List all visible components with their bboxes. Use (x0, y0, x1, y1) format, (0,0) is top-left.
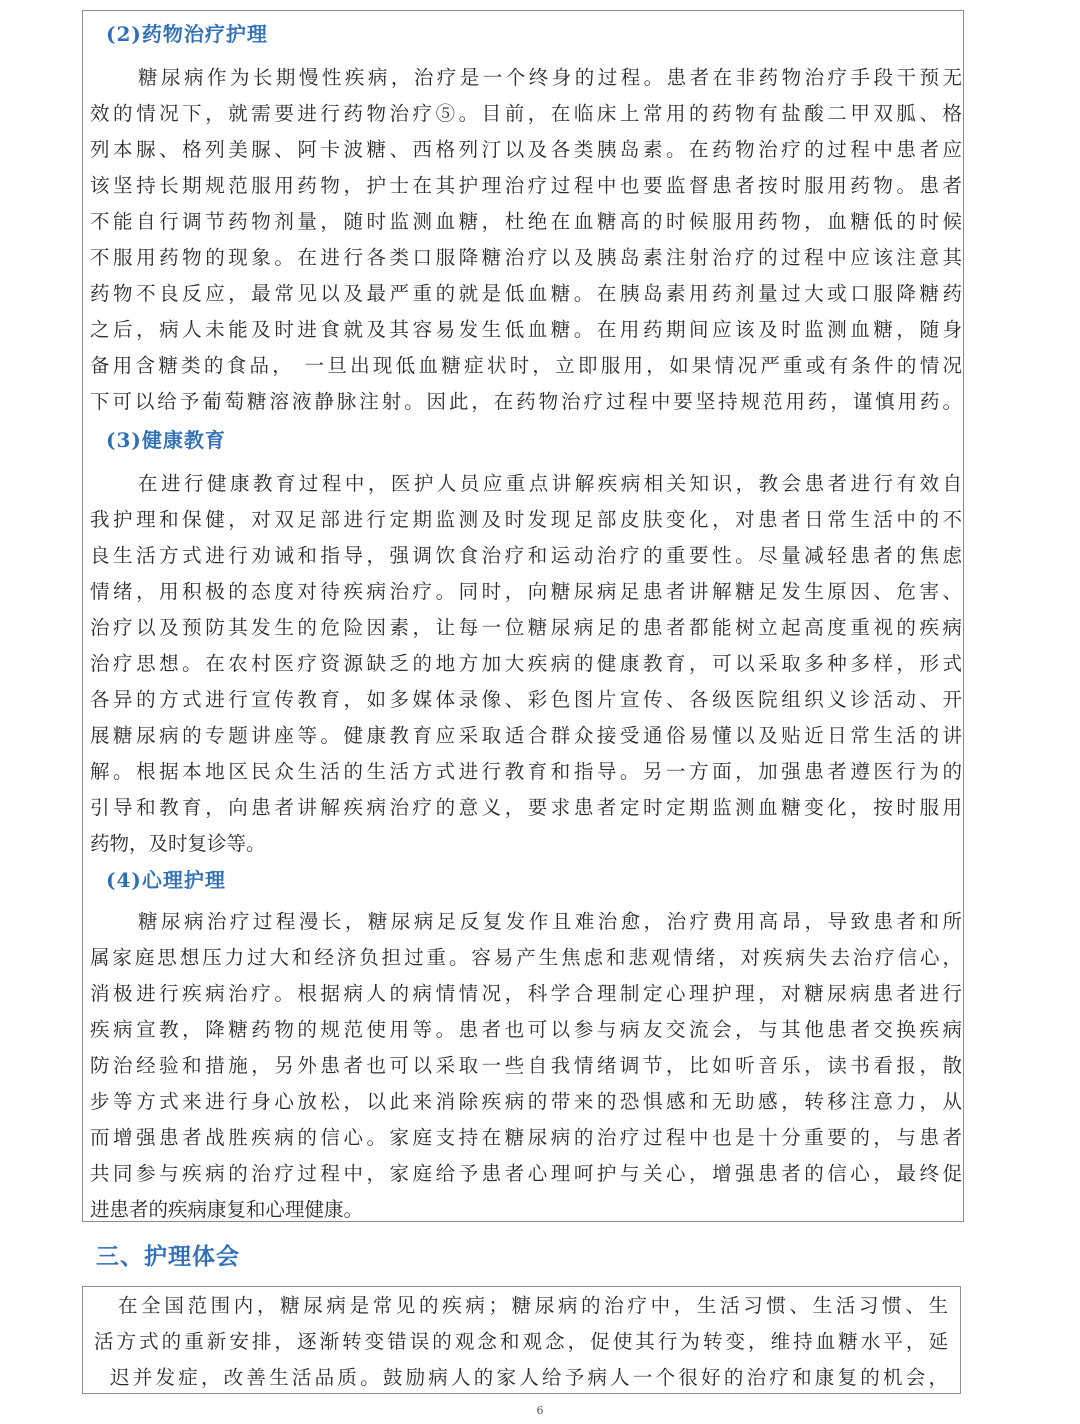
text-line: 活方式的重新安排，逐渐转变错误的观念和观念，促使其行为转变，维持血糖水平，延 (94, 1330, 948, 1353)
text-line: 效的情况下，就需要进行药物治疗⑤。目前，在临床上常用的药物有盐酸二甲双胍、格 (90, 102, 962, 125)
text-line: 糖尿病作为长期慢性疾病，治疗是一个终身的过程。患者在非药物治疗手段干预无 (138, 66, 962, 89)
text-line: 在全国范围内，糖尿病是常见的疾病；糖尿病的治疗中，生活习惯、生活习惯、生 (118, 1294, 948, 1317)
text-line: 各异的方式进行宣传教育，如多媒体录像、彩色图片宣传、各级医院组织义诊活动、开 (90, 688, 962, 711)
text-line: 药物不良反应，最常见以及最严重的就是低血糖。在胰岛素用药剂量过大或口服降糖药 (90, 282, 962, 305)
text-line: 而增强患者战胜疾病的信心。家庭支持在糖尿病的治疗过程中也是十分重要的，与患者 (90, 1126, 962, 1149)
text-line: 治疗思想。在农村医疗资源缺乏的地方加大疾病的健康教育，可以采取多种多样，形式 (90, 652, 962, 675)
text-line: 步等方式来进行身心放松，以此来消除疾病的带来的恐惧感和无助感，转移注意力，从 (90, 1090, 962, 1113)
text-line: 该坚持长期规范服用药物，护士在其护理治疗过程中也要监督患者按时服用药物。患者 (90, 174, 962, 197)
text-line: 我护理和保健，对双足部进行定期监测及时发现足部皮肤变化，对患者日常生活中的不 (90, 508, 962, 531)
text-line: 之后，病人未能及时进食就及其容易发生低血糖。在用药期间应该及时监测血糖，随身 (90, 318, 962, 341)
text-line: 共同参与疾病的治疗过程中，家庭给予患者心理呵护与关心，增强患者的信心，最终促 (90, 1162, 962, 1185)
paragraph-health-education (90, 466, 962, 862)
paragraph-psychological (90, 904, 962, 1228)
text-line: 属家庭思想压力过大和经济负担过重。容易产生焦虑和悲观情绪，对疾病失去治疗信心， (90, 946, 962, 969)
part-title-nursing-experience: 三、护理体会 (96, 1244, 240, 1270)
text-line: 情绪，用积极的态度对待疾病治疗。同时，向糖尿病足患者讲解糖足发生原因、危害、 (90, 580, 962, 603)
section-heading-health-education: (3)健康教育 (106, 428, 226, 452)
text-line: 引导和教育，向患者讲解疾病治疗的意义，要求患者定时定期监测血糖变化，按时服用 (90, 796, 962, 819)
text-line: 疾病宣教，降糖药物的规范使用等。患者也可以参与病友交流会，与其他患者交换疾病 (90, 1018, 962, 1041)
text-line: 进患者的疾病康复和心理健康。 (90, 1198, 364, 1221)
text-line: 药物，及时复诊等。 (90, 832, 266, 855)
section-heading-medication: (2)药物治疗护理 (106, 22, 268, 46)
page-number: 6 (536, 1404, 544, 1417)
text-line: 迟并发症，改善生活品质。鼓励病人的家人给予病人一个很好的治疗和康复的机会， (110, 1366, 948, 1389)
text-line: 良生活方式进行劝诫和指导，强调饮食治疗和运动治疗的重要性。尽量减轻患者的焦虑 (90, 544, 962, 567)
text-line: 不服用药物的现象。在进行各类口服降糖治疗以及胰岛素注射治疗的过程中应该注意其 (90, 246, 962, 269)
text-line: 不能自行调节药物剂量，随时监测血糖，杜绝在血糖高的时候服用药物，血糖低的时候 (90, 210, 962, 233)
text-line: 解。根据本地区民众生活的生活方式进行教育和指导。另一方面，加强患者遵医行为的 (90, 760, 962, 783)
text-line: 备用含糖类的食品， 一旦出现低血糖症状时，立即服用，如果情况严重或有条件的情况 (90, 354, 962, 377)
text-line: 防治经验和措施，另外患者也可以采取一些自我情绪调节，比如听音乐，读书看报，散 (90, 1054, 962, 1077)
text-line: 治疗以及预防其发生的危险因素，让每一位糖尿病足的患者都能树立起高度重视的疾病 (90, 616, 962, 639)
text-line: 下可以给予葡萄糖溶液静脉注射。因此，在药物治疗过程中要坚持规范用药，谨慎用药。 (90, 390, 962, 413)
paragraph-medication (90, 60, 962, 420)
text-line: 列本脲、格列美脲、阿卡波糖、西格列汀以及各类胰岛素。在药物治疗的过程中患者应 (90, 138, 962, 161)
text-line: 消极进行疾病治疗。根据病人的病情情况，科学合理制定心理护理，对糖尿病患者进行 (90, 982, 962, 1005)
section-heading-psychological: (4)心理护理 (106, 868, 226, 892)
text-line: 展糖尿病的专题讲座等。健康教育应采取适合群众接受通俗易懂以及贴近日常生活的讲 (90, 724, 962, 747)
text-line: 糖尿病治疗过程漫长，糖尿病足反复发作且难治愈，治疗费用高昂，导致患者和所 (138, 910, 962, 933)
text-line: 在进行健康教育过程中，医护人员应重点讲解疾病相关知识，教会患者进行有效自 (138, 472, 962, 495)
paragraph-nursing-experience (94, 1288, 948, 1396)
